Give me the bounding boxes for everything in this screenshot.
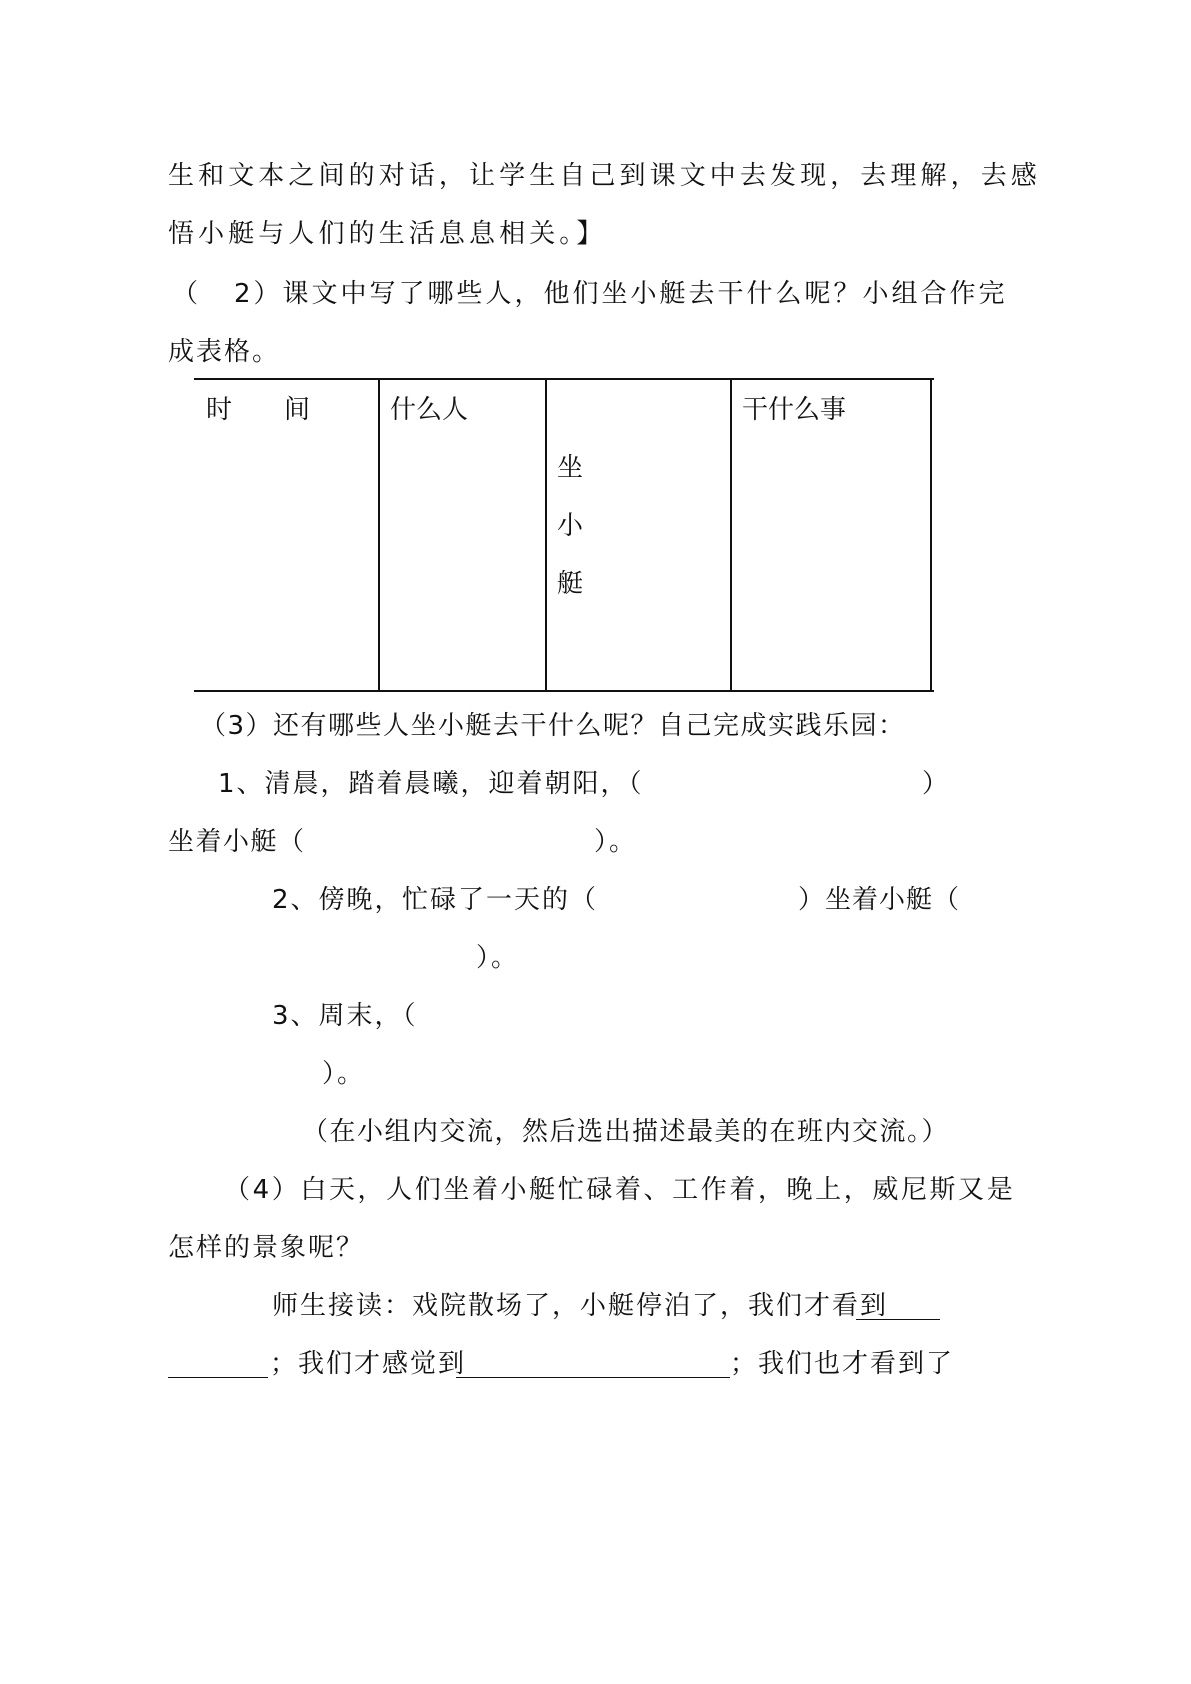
practice-item-2: 2、傍晚， — [272, 885, 403, 915]
table-header-ride: 艇 — [557, 569, 584, 599]
practice-item-2: 忙碌了一天的（ — [402, 885, 599, 915]
table-header-who: 什么人 — [390, 395, 469, 425]
close-paren: ）。 — [476, 943, 520, 973]
table-header-what: 干什么事 — [742, 395, 847, 425]
table-bottom-border — [194, 690, 934, 692]
paragraph-line: 生和文本之间的对话，让学生自己到课文中去发现，去理解，去感 — [168, 161, 1041, 191]
instruction-note: （在小组内交流，然后选出描述最美的在班内交流。） — [302, 1117, 950, 1147]
paragraph-line: 悟小艇与人们的生活息息相关。】 — [168, 219, 607, 249]
practice-item-1: 1、清晨，踏着晨曦，迎着朝阳，（ — [218, 769, 644, 799]
table-header-time: 时 — [206, 395, 233, 425]
table-divider — [730, 378, 732, 692]
fill-blank[interactable] — [168, 1377, 268, 1378]
question-2-line: 2）课文中写了哪些人，他们坐小艇去干什么呢？小组合作完 — [234, 279, 1008, 309]
close-paren: ）。 — [594, 827, 638, 857]
close-paren: ） — [922, 769, 951, 799]
table-divider — [378, 378, 380, 692]
reading-line: ；我们才感觉到 — [270, 1349, 467, 1379]
table-header-ride: 坐 — [557, 453, 584, 483]
question-4-line: 怎样的景象呢？ — [168, 1233, 365, 1263]
table-header-time: 间 — [284, 395, 311, 425]
practice-item-2: ）坐着小艇（ — [798, 885, 961, 915]
fill-blank[interactable] — [856, 1319, 940, 1320]
question-3-title: （3）还有哪些人坐小艇去干什么呢？自己完成实践乐园： — [200, 711, 906, 741]
reading-line: ；我们也才看到了 — [730, 1349, 955, 1379]
question-4-line: （4）白天，人们坐着小艇忙碌着、工作着，晚上，威尼斯又是 — [224, 1175, 1016, 1205]
table-divider — [545, 378, 547, 692]
table-right-border — [930, 378, 932, 692]
fill-blank[interactable] — [456, 1377, 730, 1378]
question-open-paren: （ — [172, 279, 201, 309]
practice-item-1: 坐着小艇（ — [168, 827, 306, 857]
practice-item-3: 3、周末，（ — [272, 1001, 418, 1031]
reading-line: 师生接读：戏院散场了，小艇停泊了，我们才看到 — [272, 1291, 889, 1321]
question-2-line: 成表格。 — [168, 337, 281, 367]
table-header-ride: 小 — [557, 511, 584, 541]
table-top-border — [194, 378, 934, 380]
close-paren: ）。 — [322, 1059, 366, 1089]
